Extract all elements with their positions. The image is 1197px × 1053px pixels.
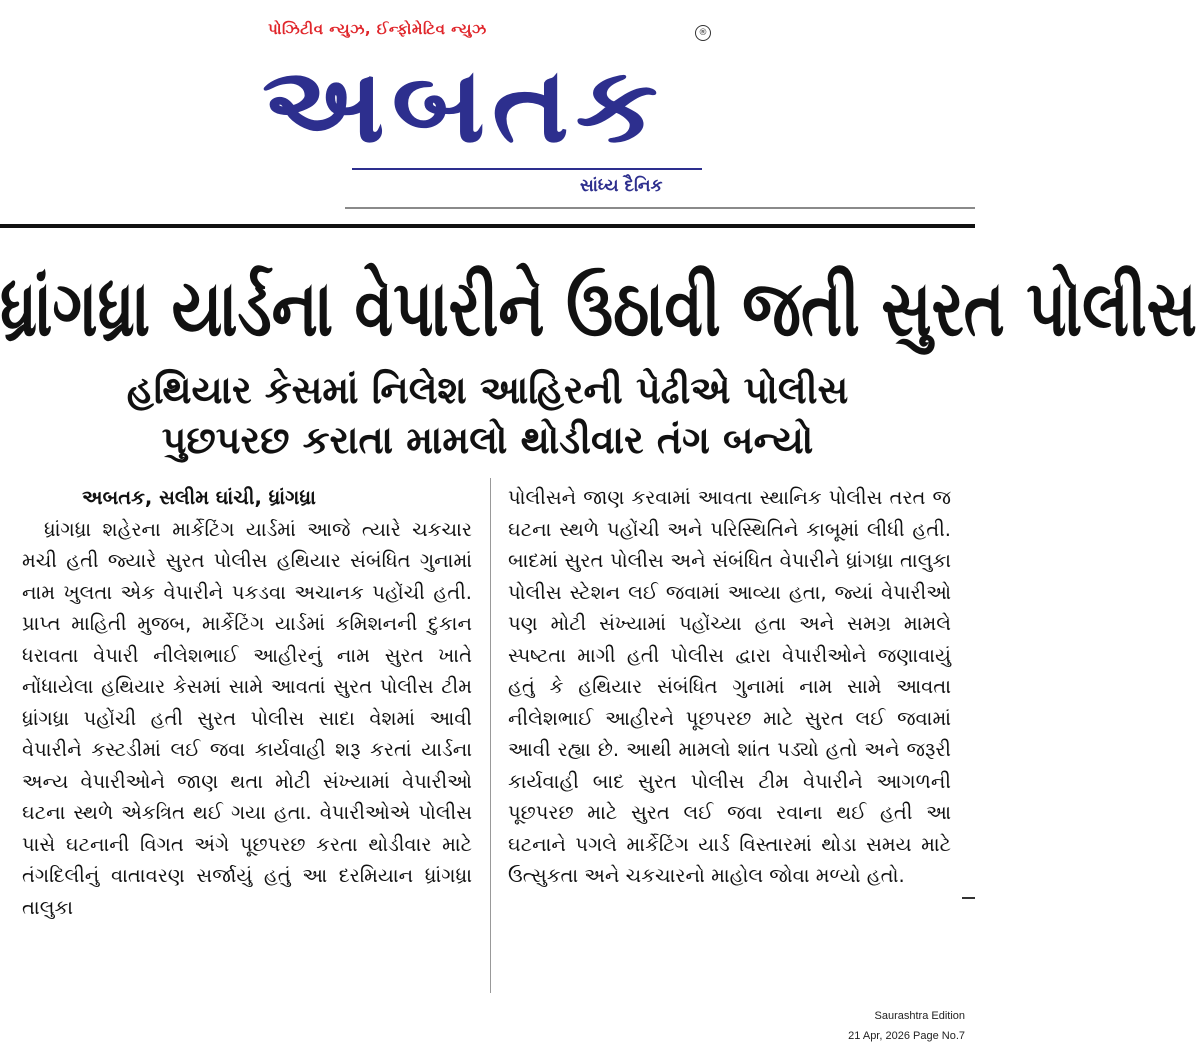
column-divider: [490, 478, 491, 993]
masthead-tagline: પોઝિટીવ ન્યુઝ, ઈન્ફોમેટિવ ન્યુઝ: [268, 20, 487, 38]
article-column-left: [22, 482, 472, 923]
masthead-subtitle: સાંધ્ય દૈનિક: [580, 176, 663, 196]
registered-mark: ®: [695, 25, 711, 41]
article-headline: ધ્રાંગધ્રા યાર્ડના વેપારીને ઉઠાવી જતી સુરત પોલીસ: [0, 262, 1197, 354]
margin-tick: [962, 897, 975, 899]
newspaper-logo: અબતક: [262, 44, 665, 166]
article-column-right: [508, 482, 951, 892]
masthead: [0, 0, 975, 225]
subheadline-line-2: પુછપરછ કરાતા મામલો થોડીવાર તંગ બન્યો: [161, 418, 814, 462]
subheadline-line-1: હથિયાર કેસમાં નિલેશ આહિરની પેઢીએ પોલીસ: [126, 368, 849, 412]
article-body-right: પોલીસને જાણ કરવામાં આવતા સ્થાનિક પોલીસ તરત જ ઘટના સ્થળે પહોંચી અને પરિસ્થિતિને કાબૂમાં લીધી હતી. બાદમાં સુરત પોલીસ અને સંબંધિત વેપારીને ધ્રાંગધ્રા તાલુકા પોલીસ સ્ટેશન લઈ જવામાં આવ્યા હતા, જ્યાં વેપારીઓ પણ મોટી સંખ્યામાં પહોંચ્યા હતા અને સમગ્ર મામલે સ્પષ્ટતા માગી હતી પોલીસ દ્વારા વેપારીઓને જણાવાયું હતું કે હથિયાર સંબંધિત ગુનામાં નામ સામે આવતા નીલેશભાઈ આહીરને પૂછપરછ માટે સુરત લઈ જવામાં આવી રહ્યા છે. આથી મામલો શાંત પડ્યો હતો અને જરૂરી કાર્યવાહી બાદ સુરત પોલીસ ટીમ વેપારીને આગળની પૂછપરછ માટે સુરત લઈ જવા રવાના થઈ હતી આ ઘટનાને પગલે માર્કેટિંગ યાર્ડ વિસ્તારમાં થોડા સમય માટે ઉત્સુકતા અને ચકચારનો માહોલ જોવા મળ્યો હતો.: [508, 486, 951, 887]
article-subheadline: [20, 365, 955, 465]
masthead-thick-rule: [0, 224, 975, 228]
edition-label: Saurashtra Edition: [874, 1010, 965, 1022]
masthead-thin-rule: [345, 207, 975, 209]
article-byline: અબતક, સલીમ ઘાંચી, ધ્રાંગધ્રા: [82, 486, 316, 509]
article-body-left: ધ્રાંગધ્રા શહેરના માર્કેટિંગ યાર્ડમાં આજે ત્યારે ચકચાર મચી હતી જ્યારે સુરત પોલીસ હથિયાર સંબંધિત ગુનામાં નામ ખુલતા એક વેપારીને પકડવા અચાનક પહોંચી હતી. પ્રાપ્ત માહિતી મુજબ, માર્કેટિંગ યાર્ડમાં કમિશનની દુકાન ધરાવતા વેપારી નીલેશભાઈ આહીરનું નામ સુરત ખાતે નોંધાયેલા હથિયાર કેસમાં સામે આવતાં સુરત પોલીસ ટીમ ધ્રાંગધ્રા પહોંચી હતી સુરત પોલીસ સાદા વેશમાં આવી વેપારીને કસ્ટડીમાં લઈ જવા કાર્યવાહી શરૂ કરતાં યાર્ડના અન્ય વેપારીઓને જાણ થતા મોટી સંખ્યામાં વેપારીઓ ઘટના સ્થળે એકત્રિત થઈ ગયા હતા. વેપારીઓએ પોલીસ પાસે ઘટનાની વિગત અંગે પૂછપરછ કરતા થોડીવાર માટે તંગદિલીનું વાતાવરણ સર્જાયું હતું આ દરમિયાન ધ્રાંગધ્રા તાલુકા: [22, 517, 472, 919]
page-info: 21 Apr, 2026 Page No.7: [848, 1030, 965, 1042]
logo-underline: [352, 168, 702, 170]
